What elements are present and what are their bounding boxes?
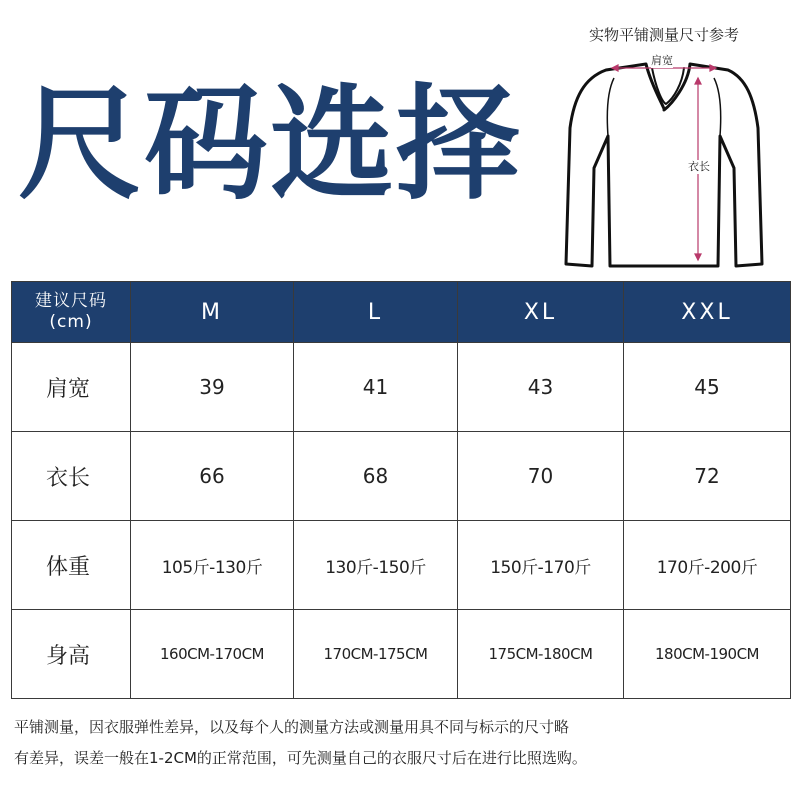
shoulder-width-label: 肩宽 [651, 54, 673, 67]
table-corner-header [12, 282, 131, 343]
size-header-l: L [294, 282, 458, 343]
corner-label-line1: 建议尺码 [35, 291, 107, 311]
measurement-diagram [548, 18, 780, 280]
row-label-weight: 体重 [12, 521, 131, 610]
table-cell: 43 [458, 343, 624, 432]
size-header-m: M [131, 282, 294, 343]
table-cell: 72 [624, 432, 791, 521]
table-header-row [12, 282, 791, 343]
table-cell: 45 [624, 343, 791, 432]
body-length-label: 衣长 [688, 160, 710, 173]
table-cell: 150斤-170斤 [458, 521, 624, 610]
row-label-shoulder: 肩宽 [12, 343, 131, 432]
page-title: 尺码选择 [18, 73, 523, 217]
table-cell: 160CM-170CM [131, 610, 294, 699]
table-cell: 170斤-200斤 [624, 521, 791, 610]
table-row [12, 343, 791, 432]
table-cell: 105斤-130斤 [131, 521, 294, 610]
table-cell: 175CM-180CM [458, 610, 624, 699]
measurement-note [14, 712, 794, 774]
note-line-2: 有差异，误差一般在1-2CM的正常范围，可先测量自己的衣服尺寸后在进行比照选购。 [14, 749, 587, 767]
corner-label-line2: (cm) [49, 312, 93, 332]
table-cell: 180CM-190CM [624, 610, 791, 699]
note-line-1: 平铺测量，因衣服弹性差异，以及每个人的测量方法或测量用具不同与标示的尺寸略 [14, 718, 570, 736]
table-cell: 41 [294, 343, 458, 432]
table-row [12, 521, 791, 610]
table-cell: 70 [458, 432, 624, 521]
table-cell: 170CM-175CM [294, 610, 458, 699]
table-cell: 66 [131, 432, 294, 521]
table-row [12, 432, 791, 521]
row-label-length: 衣长 [12, 432, 131, 521]
table-cell: 130斤-150斤 [294, 521, 458, 610]
diagram-title: 实物平铺测量尺寸参考 [588, 26, 739, 44]
table-cell: 68 [294, 432, 458, 521]
table-cell: 39 [131, 343, 294, 432]
row-label-height: 身高 [12, 610, 131, 699]
size-table [11, 281, 791, 699]
table-row [12, 610, 791, 699]
size-header-xl: XL [458, 282, 624, 343]
size-header-xxl: XXL [624, 282, 791, 343]
